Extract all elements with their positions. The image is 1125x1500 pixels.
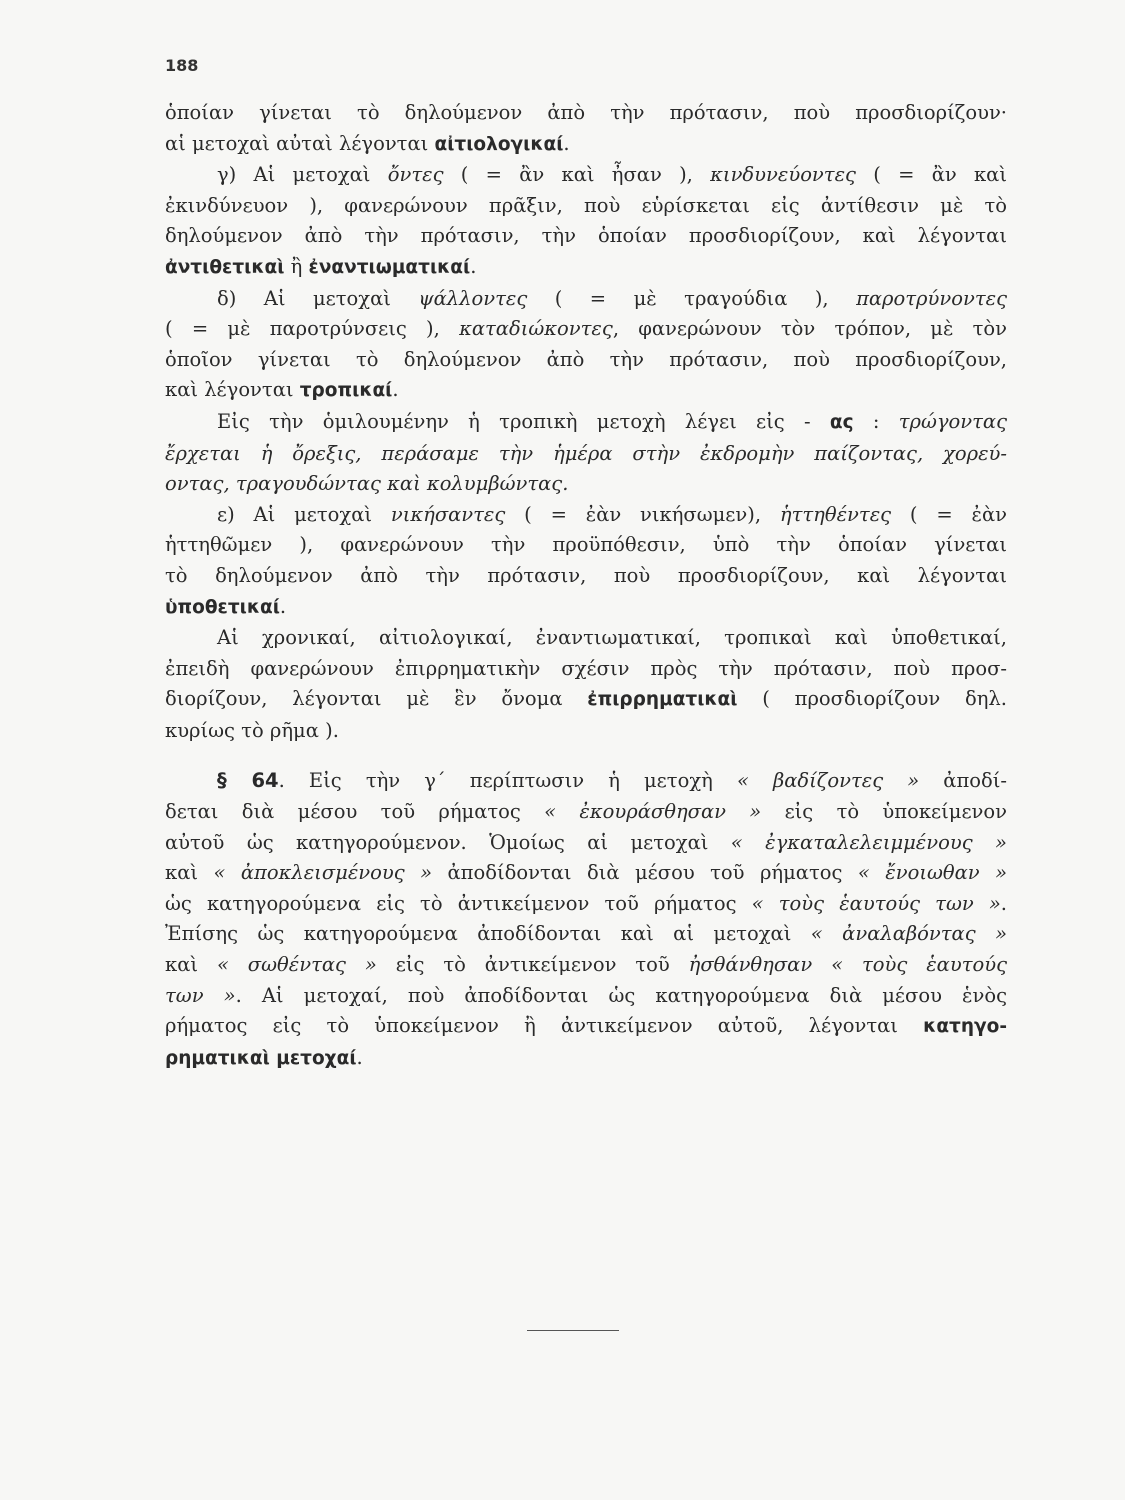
text-run: . — [279, 594, 287, 618]
bold-term: αἰτιολογικαί — [434, 133, 564, 155]
text-run: . — [563, 131, 570, 155]
text-run: ( = ἐὰν νικήσωμεν), — [505, 502, 780, 526]
text-run: . — [470, 254, 477, 278]
italic-term: κινδυνεύοντες — [710, 163, 856, 187]
text-line — [165, 314, 1007, 345]
bold-term: τροπικαί — [299, 380, 393, 402]
text-line — [165, 797, 1007, 828]
text-run: : — [853, 409, 899, 433]
bold-term: ας — [829, 411, 854, 433]
italic-term: ψάλλοντες — [418, 286, 528, 310]
text-run: αἱ μετοχαὶ αὐταὶ λέγονται — [165, 131, 435, 155]
text-line — [165, 252, 1007, 284]
text-run: ἐπειδὴ φανερώνουν ἐπιρρηματικὴν σχέσιν πρὸς τὴν πρότασιν, ποὺ προσ- — [165, 656, 1007, 680]
bold-term: ἐναντιωματικαί — [308, 256, 471, 278]
text-line — [165, 716, 1007, 747]
text-run: ε) Αἱ μετοχαὶ — [217, 502, 391, 526]
text-run: ἡττηθῶμεν ), φανερώνουν τὴν προϋπόθεσιν, ὑπὸ τὴν ὁποίαν γίνεται — [165, 533, 1007, 557]
text-run: ( = ἐὰν — [891, 502, 1007, 526]
text-line — [165, 221, 1007, 252]
text-run — [812, 953, 831, 976]
text-line — [165, 284, 1007, 315]
text-run: εἰς τὸ ὑποκείμενον — [761, 800, 1007, 824]
text-line — [165, 160, 1007, 191]
text-line — [165, 439, 1007, 470]
text-run: ἢ — [284, 254, 309, 278]
text-line — [165, 345, 1007, 376]
bold-term: ρηματικαὶ μετοχαί — [165, 1047, 357, 1069]
italic-term: « ἔνοιωθαν » — [857, 861, 1008, 885]
text-line — [165, 98, 1007, 129]
italic-term: παροτρύνοντες — [856, 286, 1007, 310]
text-run: καὶ λέγονται — [165, 378, 300, 402]
bold-term: ἀντιθετικαὶ — [165, 256, 285, 278]
text-run: Ἐπίσης ὡς κατηγορούμενα ἀποδίδονται καὶ αἱ μετοχαὶ — [165, 922, 811, 946]
text-run: . Αἱ μετοχαί, ποὺ ἀποδίδονται ὡς κατηγορούμενα διὰ μέσου ἑνὸς — [235, 983, 1007, 1007]
text-line — [165, 561, 1007, 592]
section-number: § 64 — [217, 769, 279, 793]
text-run: κυρίως τὸ ρῆμα ). — [165, 718, 339, 742]
text-line — [165, 623, 1007, 654]
text-line — [165, 407, 1007, 439]
text-run: . — [356, 1045, 363, 1069]
text-run: καὶ — [165, 953, 217, 977]
text-run: γ) Αἱ μετοχαὶ — [217, 163, 388, 187]
italic-term: « βαδίζοντες » — [736, 769, 920, 793]
text-run: , φανερώνουν τὸν τρόπον, μὲ τὸν — [612, 317, 1008, 341]
text-line — [165, 191, 1007, 222]
text-run: ( προσδιορίζουν δηλ. — [737, 687, 1007, 711]
italic-term: « σωθέντας » — [216, 953, 377, 977]
text-run: ἀποδίδονται διὰ μέσου τοῦ ρήματος — [432, 861, 858, 885]
text-run: ( = μὲ τραγούδια ), — [527, 286, 857, 310]
italic-term: καταδιώκοντες — [459, 317, 613, 341]
bold-term: ὑποθετικαί — [165, 596, 280, 618]
text-run: τὸ δηλούμενον ἀπὸ τὴν πρότασιν, ποὺ προσδιορίζουν, καὶ λέγονται — [165, 563, 1007, 587]
text-run: Αἱ χρονικαί, αἰτιολογικαί, ἐναντιωματικαί, τροπικαὶ καὶ ὑποθετικαί, — [217, 626, 1007, 650]
italic-term: « τοὺς ἑαυτούς — [831, 953, 1008, 977]
italic-term: ἔρχεται ἡ ὄρεξις, περάσαμε τὴν ἡμέρα στὴν ἐκδρομὴν παίζοντας, χορεύ- — [165, 441, 1007, 465]
text-line — [165, 919, 1007, 950]
text-run: . — [392, 378, 399, 402]
bold-term: κατηγο- — [923, 1016, 1007, 1038]
text-run: ( = ἂν καὶ ἦσαν ), — [443, 163, 711, 187]
italic-term: των » — [165, 983, 236, 1007]
italic-term: ἡττηθέντες — [779, 502, 892, 526]
italic-term: ὄντες — [387, 163, 444, 187]
text-run: καὶ — [165, 861, 214, 885]
text-run: δηλούμενον ἀπὸ τὴν πρότασιν, τὴν ὁποίαν προσδιορίζουν, καὶ λέγονται — [165, 224, 1007, 248]
italic-term: « τοὺς ἑαυτούς των » — [751, 891, 1001, 915]
italic-term: νικήσαντες — [390, 502, 506, 526]
text-line — [165, 858, 1007, 889]
text-line — [165, 592, 1007, 624]
text-run: Εἰς τὴν ὁμιλουμένην ἡ τροπικὴ μετοχὴ λέγει εἰς - — [217, 409, 830, 433]
text-line — [165, 654, 1007, 685]
text-line — [165, 766, 1007, 797]
text-line — [165, 129, 1007, 161]
body-text — [165, 98, 1007, 1074]
italic-term: « ἐγκαταλελειμμένους » — [730, 830, 1007, 854]
text-line — [165, 500, 1007, 531]
text-run: διορίζουν, λέγονται μὲ ἓν ὄνομα — [165, 687, 588, 711]
text-run: . Εἰς τὴν γ΄ περίπτωσιν ἡ μετοχὴ — [278, 769, 737, 793]
page-number: 188 — [165, 56, 199, 75]
text-run: εἰς τὸ ἀντικείμενον τοῦ — [376, 953, 689, 977]
text-run: . — [1000, 891, 1007, 915]
text-run: ἀποδί- — [919, 769, 1007, 793]
text-line — [165, 530, 1007, 561]
text-run: δεται διὰ μέσου τοῦ ρήματος — [165, 800, 545, 824]
text-run: ρήματος εἰς τὸ ὑποκείμενον ἢ ἀντικείμενον αὐτοῦ, λέγονται — [165, 1014, 924, 1038]
italic-term: οντας, τραγουδώντας καὶ κολυμβώντας. — [165, 472, 569, 496]
italic-term: τρώγοντας — [898, 409, 1007, 433]
text-line — [165, 469, 1007, 500]
end-rule — [527, 1330, 619, 1331]
text-run: ὡς κατηγορούμενα εἰς τὸ ἀντικείμενον τοῦ ρήματος — [165, 891, 752, 915]
italic-term: ἠσθάνθησαν — [688, 953, 813, 977]
text-run: ( = ἂν καὶ — [855, 163, 1007, 187]
text-run: ὁποῖον γίνεται τὸ δηλούμενον ἀπὸ τὴν πρότασιν, ποὺ προσδιορίζουν, — [165, 347, 1007, 371]
text-run: ὁποίαν γίνεται τὸ δηλούμενον ἀπὸ τὴν πρότασιν, ποὺ προσδιορίζουν· — [165, 101, 1007, 124]
text-line — [165, 981, 1007, 1012]
text-run: δ) Αἱ μετοχαὶ — [217, 286, 419, 310]
text-line — [165, 1043, 1007, 1075]
text-line — [165, 950, 1007, 981]
text-line — [165, 1011, 1007, 1043]
italic-term: « ἐκουράσθησαν » — [544, 800, 762, 824]
text-line — [165, 889, 1007, 920]
italic-term: « ἀποκλεισμένους » — [213, 861, 433, 885]
italic-term: « ἀναλαβόντας » — [810, 922, 1007, 946]
text-line — [165, 375, 1007, 407]
text-run: ἐκινδύνευον ), φανερώνουν πρᾶξιν, ποὺ εὑρίσκεται εἰς ἀντίθεσιν μὲ τὸ — [165, 193, 1007, 217]
bold-term: ἐπιρρηματικαὶ — [587, 689, 738, 711]
text-line — [165, 828, 1007, 859]
text-line — [165, 684, 1007, 716]
text-run: αὐτοῦ ὡς κατηγορούμενον. Ὁμοίως αἱ μετοχαὶ — [165, 830, 731, 854]
text-run: ( = μὲ παροτρύνσεις ), — [165, 317, 460, 341]
